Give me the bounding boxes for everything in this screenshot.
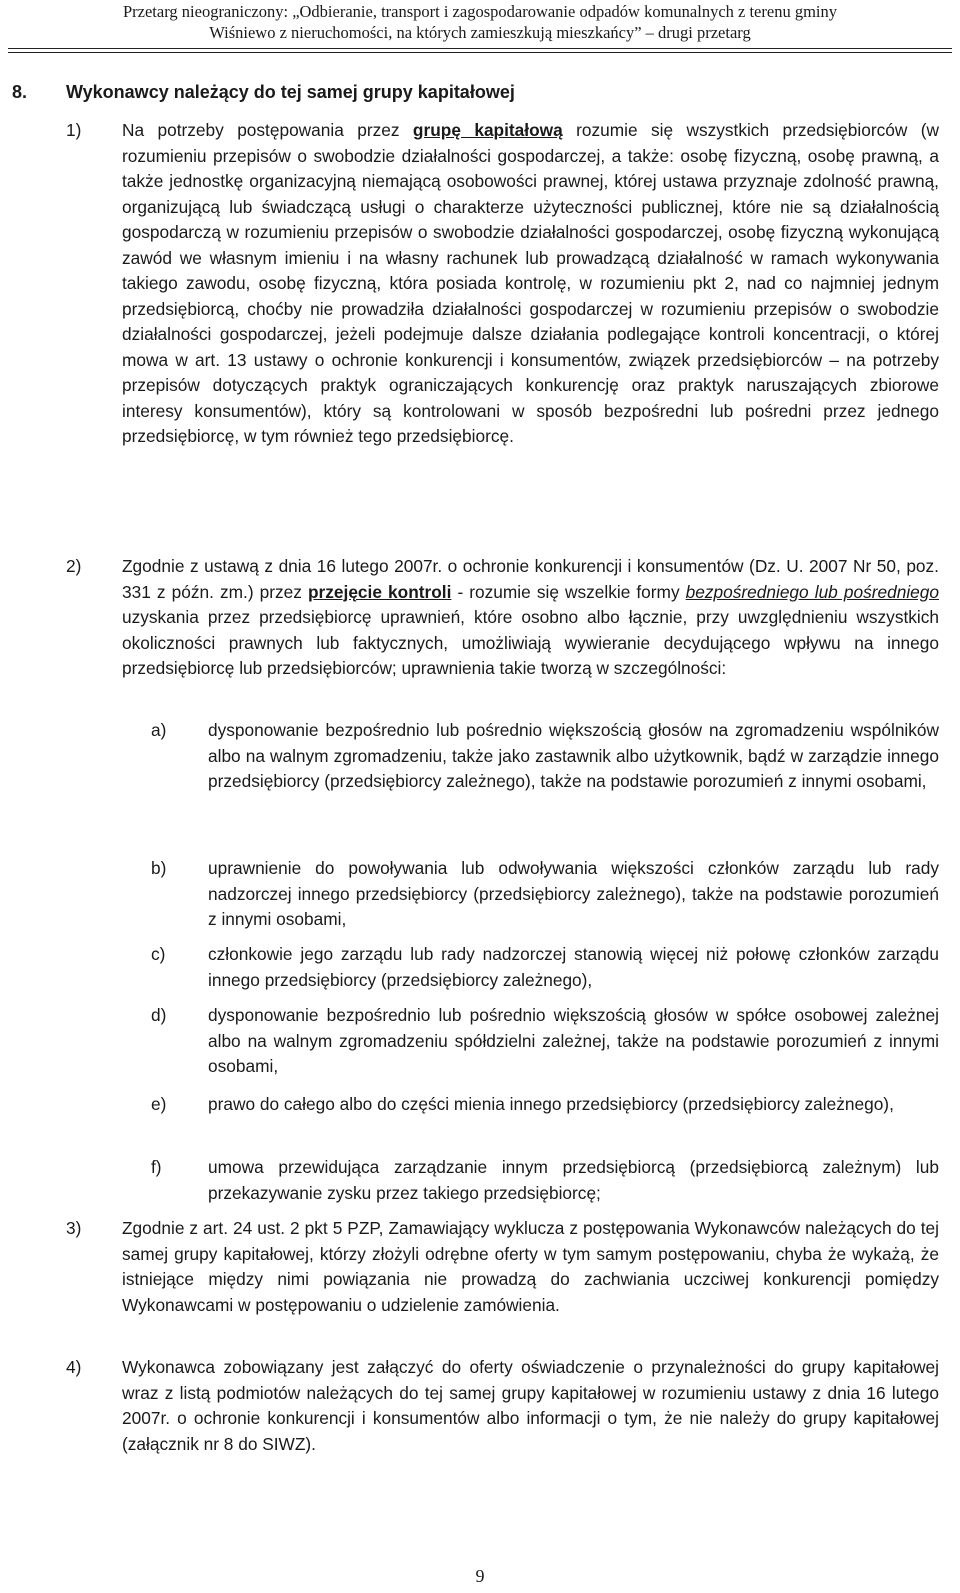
text-run: Na potrzeby postępowania przez [122, 120, 413, 140]
text-run: - rozumie się wszelkie formy [451, 581, 686, 602]
item-text [122, 554, 939, 682]
section-number: 8. [12, 82, 28, 102]
sub-item-label: e) [151, 1094, 167, 1114]
sub-item-text: dysponowanie bezpośrednio lub pośrednio większością głosów na zgromadzeniu wspólników albo na walnym zgromadzeniu, także jako zastawnik albo użytkownik, bądź w zarządzie innego przedsiębiorcy (przedsiębiorcy zależnego), także na podstawie porozumień z innymi osobami, [208, 720, 939, 791]
term-przejecie-kontroli: przejęcie kontroli [307, 581, 452, 602]
item-number: 1) [66, 120, 82, 140]
text-run: uzyskania przez przedsiębiorcę uprawnień, które osobno albo łącznie, przy uwzględnieniu wszystkich okoliczności prawnych lub faktycznych, umożliwiają wywieranie decydującego wpływu na innego przedsiębiorcę lub przedsiębiorców; uprawnienia takie tworzą w szczególności: [122, 607, 939, 678]
item-text: Zgodnie z art. 24 ust. 2 pkt 5 PZP, Zamawiający wyklucza z postępowania Wykonawców należących do tej samej grupy kapitałowej, którzy złożyli odrębne oferty w tym samym postępowaniu, chyba że wykażą, że istniejące między nimi powiązania nie prowadzą do zachwiania uczciwej konkurencji pomiędzy Wykonawcami w postępowaniu o udzielenie zamówienia. [122, 1218, 939, 1315]
header-line-2: Wiśniewo z nieruchomości, na których zamieszkują mieszkańcy” – drugi przetarg [209, 23, 751, 42]
item-text [122, 118, 939, 450]
sub-item-text: umowa przewidująca zarządzanie innym przedsiębiorcą (przedsiębiorcą zależnym) lub przekazywanie zysku przez takiego przedsiębiorcę; [208, 1157, 939, 1203]
term-bezposredniego: bezpośredniego lub pośredniego [685, 581, 939, 602]
item-number: 3) [66, 1218, 82, 1238]
item-number: 4) [66, 1357, 82, 1377]
page-number: 9 [475, 1566, 485, 1586]
sub-item-label: a) [151, 720, 167, 740]
sub-item-text: dysponowanie bezpośrednio lub pośrednio większością głosów w spółce osobowej zależnej albo na walnym zgromadzeniu spółdzielni zależnej, także na podstawie porozumień z innymi osobami, [208, 1005, 939, 1076]
sub-item-label: b) [151, 858, 167, 878]
sub-item-text: prawo do całego albo do części mienia innego przedsiębiorcy (przedsiębiorcy zależnego), [208, 1094, 894, 1114]
section-title-text: Wykonawcy należący do tej samej grupy kapitałowej [66, 82, 515, 102]
text-run: rozumie się wszystkich przedsiębiorców (w rozumieniu przepisów o swobodzie działalności gospodarczej, a także: osobę fizyczną, osobę prawną, a także jednostkę organizacyjną niemającą osobowości prawnej, której ustawa przyznaje zdolność prawną, organizującą lub świadczącą usługi o charakterze użyteczności publicznej, które nie są działalnością gospodarczą w rozumieniu przepisów o swobodzie działalności gospodarczej, osobę fizyczną wykonującą zawód we własnym imieniu i na własny rachunek lub prowadzącą działalność w ramach wykonywania takiego zawodu, osobę fizyczną, która posiada kontrolę, w rozumieniu pkt 2, nad co najmniej jednym przedsiębiorcą, choćby nie prowadziła działalności gospodarczej w rozumieniu przepisów o swobodzie działalności gospodarczej, jeżeli podejmuje dalsze działania podlegające kontroli koncentracji, o której mowa w art. 13 ustawy o ochronie konkurencji i konsumentów, związek przedsiębiorców – na potrzeby przepisów dotyczących praktyk ograniczających konkurencję oraz praktyk naruszających zbiorowe interesy konsumentów), który są kontrolowani w sposób bezpośredni lub pośredni przez jednego przedsiębiorcę, w tym również tego przedsiębiorcę. [122, 120, 939, 446]
sub-item-text: członkowie jego zarządu lub rady nadzorczej stanowią więcej niż połowę członków zarządu innego przedsiębiorcy (przedsiębiorcy zależnego), [208, 944, 939, 990]
item-text: Wykonawca zobowiązany jest załączyć do oferty oświadczenie o przynależności do grupy kapitałowej wraz z listą podmiotów należących do tej samej grupy kapitałowej w rozumieniu ustawy z dnia 16 lutego 2007r. o ochronie konkurencji i konsumentów albo informacji o tym, że nie należy do grupy kapitałowej (załącznik nr 8 do SIWZ). [122, 1357, 939, 1454]
text-run: Zgodnie z ustawą z dnia 16 lutego 2007r. o ochronie konkurencji i konsumentów (Dz. U. 2007 Nr 50, poz. 331 z późn. zm.) przez [122, 556, 939, 602]
sub-item-text: uprawnienie do powoływania lub odwoływania większości członków zarządu lub rady nadzorczej innego przedsiębiorcy (przedsiębiorcy zależnego), także na podstawie porozumień z innymi osobami, [208, 858, 939, 929]
sub-item-label: d) [151, 1005, 167, 1025]
header-line-1: Przetarg nieograniczony: „Odbieranie, transport i zagospodarowanie odpadów komunalnych z terenu gminy [122, 2, 837, 21]
term-grupa-kapitalowa: grupę kapitałową [412, 120, 563, 140]
sub-item-label: c) [151, 944, 166, 964]
section-title [12, 80, 515, 104]
header-rule-thin [8, 52, 952, 53]
header-rule-thick [8, 48, 952, 49]
item-number: 2) [66, 556, 82, 576]
sub-item-label: f) [151, 1157, 162, 1177]
